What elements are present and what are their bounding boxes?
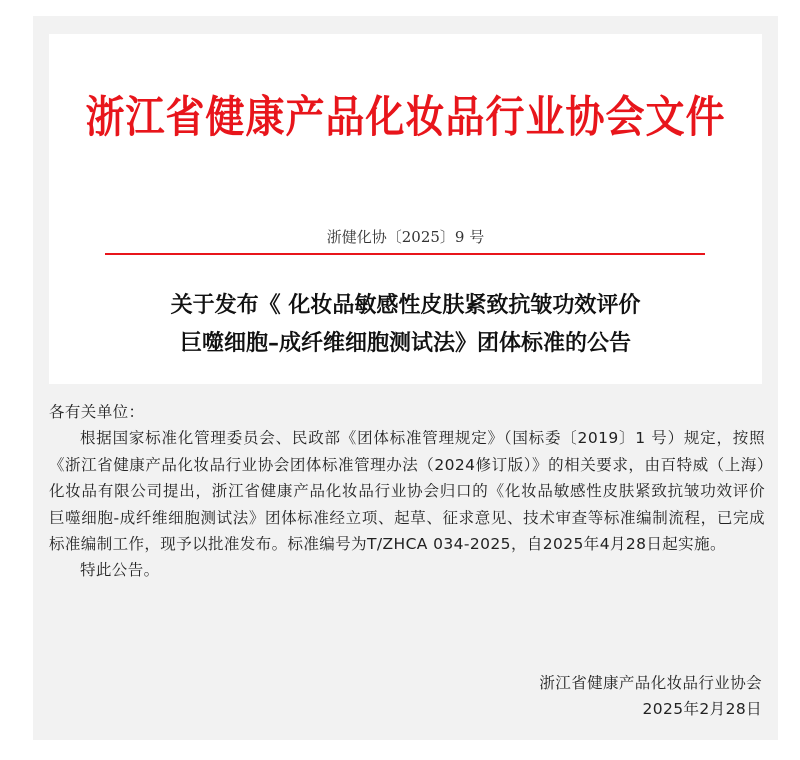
notice-title	[49, 286, 762, 362]
red-divider-line	[105, 253, 705, 255]
document-number: 浙健化协〔2025〕9 号	[326, 228, 485, 246]
closing-line: 特此公告。	[80, 561, 160, 580]
signature-block	[539, 670, 762, 722]
body-paragraph: 根据国家标准化管理委员会、民政部《团体标准管理规定》（国标委〔2019〕1 号）规定，按照《浙江省健康产品化妆品行业协会团体标准管理办法（2024修订版）》的相关要求，由百特威（上海）化妆品有限公司提出，浙江省健康产品化妆品行业协会归口的《化妆品敏感性皮肤紧致抗皱功效评价 巨噬细胞-成纤维细胞测试法》团体标准经立项、起草、征求意见、技术审查等标准编制流程，已完成标准编制工作，现予以批准发布。标准编号为T/ZHCA 034-2025，自2025年4月28日起实施。	[49, 429, 765, 554]
signing-organization: 浙江省健康产品化妆品行业协会	[539, 674, 762, 692]
signing-date: 2025年2月28日	[642, 700, 762, 718]
notice-title-line-1: 关于发布《 化妆品敏感性皮肤紧致抗皱功效评价	[170, 292, 641, 318]
announcement-body	[49, 399, 765, 584]
document-image	[49, 34, 762, 384]
issuer-title: 浙江省健康产品化妆品行业协会文件	[85, 91, 726, 144]
notice-title-line-2: 巨噬细胞–成纤维细胞测试法》团体标准的公告	[179, 330, 631, 356]
salutation: 各有关单位：	[49, 403, 145, 421]
